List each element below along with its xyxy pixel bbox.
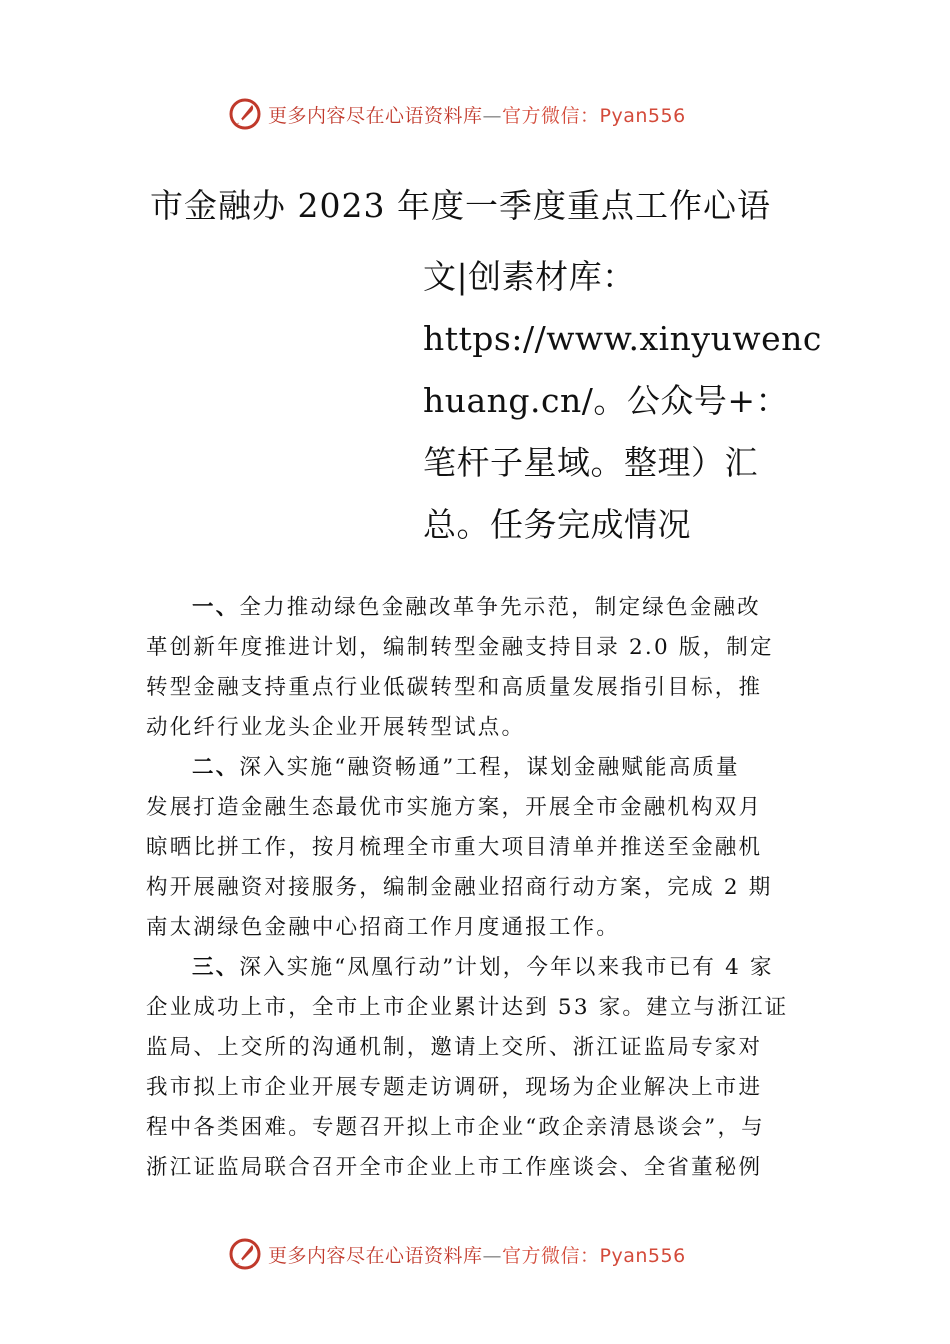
banner-text <box>268 101 686 128</box>
paragraph-1 <box>146 588 806 748</box>
paragraph-line: 构开展融资对接服务，编制金融业招商行动方案，完成 2 期 <box>146 875 773 900</box>
footer-banner <box>228 1236 686 1272</box>
paragraph-line: 浙江证监局联合召开全市企业上市工作座谈会、全省董秘例 <box>146 1155 763 1180</box>
document-body <box>146 588 806 1188</box>
line-text: 深入实施“凤凰行动”计划，今年以来我市已有 4 家 <box>239 955 774 980</box>
paragraph-line <box>146 748 806 788</box>
document-subtitle <box>423 246 823 556</box>
subtitle-line: 笔杆子星域。整理）汇 <box>423 443 758 482</box>
banner-wechat-id: Pyan556 <box>599 1244 686 1267</box>
paragraph-line: 南太湖绿色金融中心招商工作月度通报工作。 <box>146 915 621 940</box>
banner-main: 更多内容尽在心语资料库 <box>268 104 483 127</box>
banner-wechat-id: Pyan556 <box>599 104 686 127</box>
paragraph-2 <box>146 748 806 948</box>
paragraph-line: 晾晒比拼工作，按月梳理全市重大项目清单并推送至金融机 <box>146 835 763 860</box>
banner-main: 更多内容尽在心语资料库 <box>268 1244 483 1267</box>
paragraph-lead: 一、 <box>192 595 240 620</box>
banner-dash: — <box>482 104 503 127</box>
paragraph-line: 革创新年度推进计划，编制转型金融支持目录 2.0 版，制定 <box>146 635 774 660</box>
banner-wechat-label: 官方微信： <box>502 1244 600 1267</box>
line-text: 深入实施“融资畅通”工程，谋划金融赋能高质量 <box>239 755 740 780</box>
subtitle-line: 总。任务完成情况 <box>423 505 691 544</box>
quill-logo-icon <box>228 1237 262 1271</box>
paragraph-line: 转型金融支持重点行业低碳转型和高质量发展指引目标，推 <box>146 675 763 700</box>
paragraph-line <box>146 588 806 628</box>
quill-logo-icon <box>228 97 262 131</box>
paragraph-line: 我市拟上市企业开展专题走访调研，现场为企业解决上市进 <box>146 1075 763 1100</box>
paragraph-line: 企业成功上市，全市上市企业累计达到 53 家。建立与浙江证 <box>146 995 789 1020</box>
paragraph-3 <box>146 948 806 1188</box>
paragraph-line: 程中各类困难。专题召开拟上市企业“政企亲清恳谈会”，与 <box>146 1115 765 1140</box>
banner-wechat-label: 官方微信： <box>502 104 600 127</box>
paragraph-line: 发展打造金融生态最优市实施方案，开展全市金融机构双月 <box>146 795 763 820</box>
header-banner <box>228 96 686 132</box>
paragraph-lead: 二、 <box>192 755 240 780</box>
subtitle-line: huang.cn/。公众号+： <box>423 381 790 420</box>
paragraph-line: 监局、上交所的沟通机制，邀请上交所、浙江证监局专家对 <box>146 1035 763 1060</box>
paragraph-line: 动化纤行业龙头企业开展转型试点。 <box>146 715 526 740</box>
subtitle-line: https://www.xinyuwenc <box>423 319 822 358</box>
banner-text <box>268 1241 686 1268</box>
line-text: 全力推动绿色金融改革争先示范，制定绿色金融改 <box>239 595 761 620</box>
document-title: 市金融办 2023 年度一季度重点工作心语 <box>150 186 771 225</box>
banner-dash: — <box>482 1244 503 1267</box>
paragraph-line <box>146 948 806 988</box>
paragraph-lead: 三、 <box>192 955 240 980</box>
subtitle-line: 文|创素材库： <box>423 257 636 296</box>
